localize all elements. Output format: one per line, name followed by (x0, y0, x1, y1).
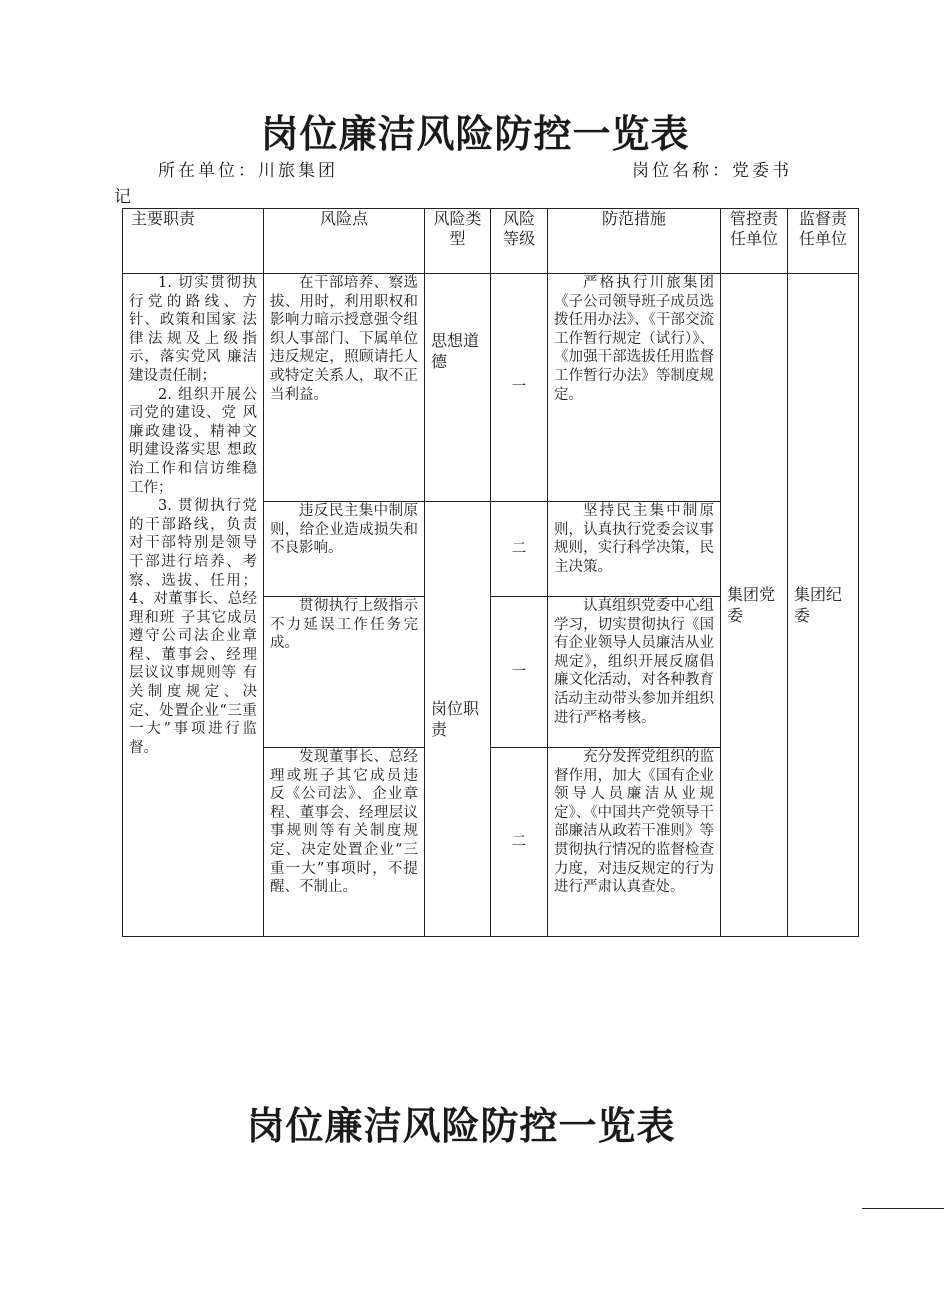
duties-cell (123, 274, 264, 937)
header-risk-type: 风险类型 (425, 209, 491, 274)
measure-cell: 认真组织党委中心组学习，切实贯彻执行《国有企业领导人员廉洁从业规定》，组织开展反腐倡廉文化活动，对各种教育活动主动带头参加并组织进行严格考核。 (548, 597, 721, 748)
control-unit-cell: 集团党委 (721, 274, 788, 937)
table-header-row (123, 209, 859, 274)
page-title-repeat: 岗位廉洁风险防控一览表 (246, 1103, 676, 1148)
supervise-unit-cell: 集团纪委 (788, 274, 859, 937)
header-measures: 防范措施 (548, 209, 721, 274)
measure-cell: 严格执行川旅集团《子公司领导班子成员选拨任用办法》、《干部交流工作暂行规定（试行）》、《加强干部选拔任用监督工作暂行办法》等制度规定。 (548, 274, 721, 502)
risk-level-cell: 二 (491, 502, 548, 597)
duty-item: 2. 组织开展公司党的建设、党 风廉政建设、精神文明建设落实思 想政治工作和信访维稳工作； (129, 386, 257, 496)
risk-point-cell: 在干部培养、察选拔、用时，利用职权和影响力暗示授意强令组织人事部门、下属单位违反规定，照顾请托人或特定关系人，取不正当利益。 (264, 274, 425, 502)
risk-level-cell: 一 (491, 597, 548, 748)
risk-type-cell: 思想道德 (425, 274, 491, 502)
duty-item: 3. 贯彻执行党的干部路线，负责对干部特别是领导干部进行培养、考察、选拔、任用；4、对董事长、总经理和班 子其它成员遵守公司法企业章 程、董事会、经理层议议事规则等 有关制度规定、决定、处置企业“三重一大”事项进行监督。 (129, 498, 257, 756)
risk-point-cell: 违反民主集中制原则，给企业造成损失和不良影响。 (264, 502, 425, 597)
header-risk-level: 风险等级 (491, 209, 548, 274)
page-title: 岗位廉洁风险防控一览表 (260, 111, 690, 156)
risk-type-cell: 岗位职责 (425, 502, 491, 937)
unit-label: 所在单位：川旅集团 (158, 161, 338, 181)
risk-point-cell: 发现董事长、总经理或班子其它成员违 反《公司法》、企业章程、董事会、经理层议事规则等有关制度规定、决定处置企业“三重一大”事项时，不提醒、不制止。 (264, 748, 425, 937)
duty-item: 1. 切实贯彻执行党的路线、方针、政策和国家 法律法规及上级指示，落实党风 廉洁建设责任制； (129, 275, 257, 384)
measure-cell: 充分发挥党组织的监督作用，加大《国有企业领导人员廉洁从业规定》、《中国共产党领导干部廉洁从政若干准则》等贯彻执行情况的监督检查力度，对违反规定的行为进行严肃认真查处。 (548, 748, 721, 937)
footer-rule (862, 1208, 944, 1209)
header-risk-point: 风险点 (264, 209, 425, 274)
table-row (123, 274, 859, 502)
measure-cell: 坚持民主集中制原则，认真执行党委会议事规则，实行科学决策，民主决策。 (548, 502, 721, 597)
header-duty: 主要职责 (123, 209, 264, 274)
post-label-wrap: 记 (114, 187, 134, 207)
risk-level-cell: 二 (491, 748, 548, 937)
post-label: 岗位名称：党委书 (632, 161, 792, 181)
header-control-unit: 管控责任单位 (721, 209, 788, 274)
risk-table (122, 208, 859, 937)
risk-level-cell: 一 (491, 274, 548, 502)
risk-point-cell: 贯彻执行上级指示不力延误工作任务完成。 (264, 597, 425, 748)
header-supervise-unit: 监督责任单位 (788, 209, 859, 274)
